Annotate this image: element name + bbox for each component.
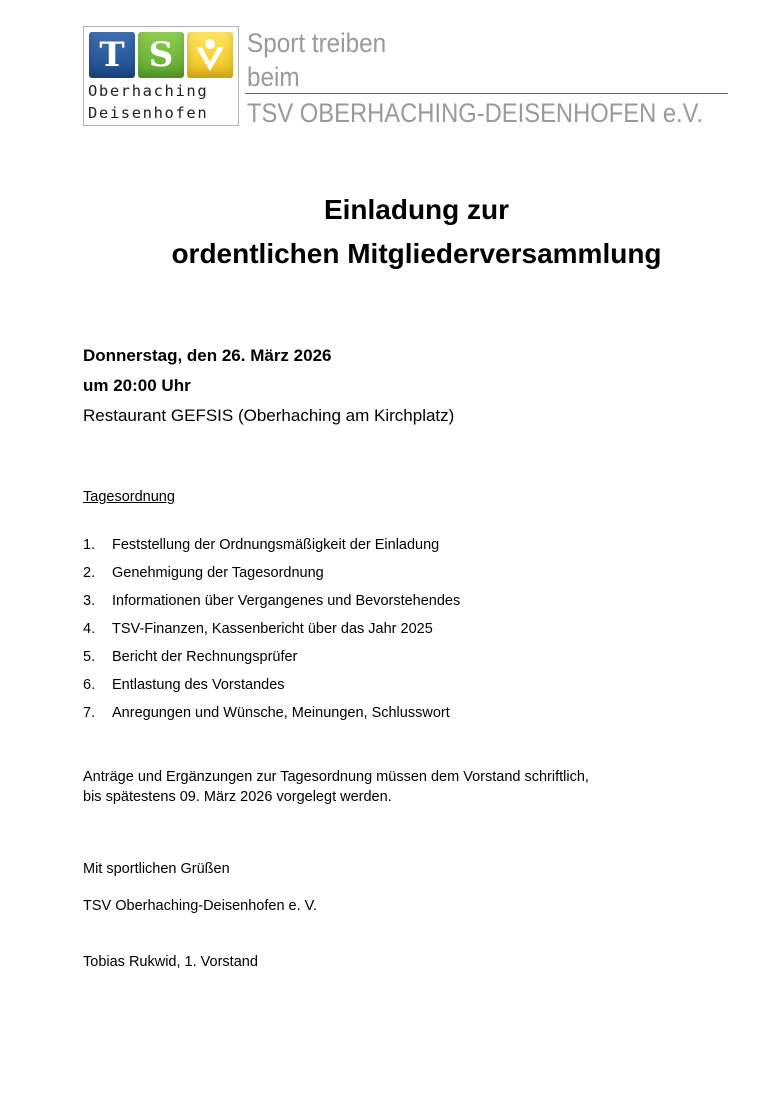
agenda-item — [83, 676, 460, 704]
club-name: TSV Oberhaching-Deisenhofen e. V. — [83, 898, 318, 914]
agenda-item-number: 2. — [83, 565, 96, 581]
agenda-item-text: Anregungen und Wünsche, Meinungen, Schlusswort — [112, 705, 450, 721]
agenda-item-text: Informationen über Vergangenes und Bevorstehendes — [112, 593, 461, 609]
agenda-item — [83, 704, 460, 732]
agenda-item-text: Feststellung der Ordnungsmäßigkeit der Einladung — [112, 537, 440, 553]
submission-note-line-2: bis spätestens 09. März 2026 vorgelegt werden. — [83, 789, 392, 805]
agenda-item — [83, 592, 460, 620]
meeting-time: um 20:00 Uhr — [83, 376, 191, 395]
club-logo — [83, 26, 239, 126]
agenda-heading: Tagesordnung — [83, 489, 175, 505]
logo-text-deisenhofen: Deisenhofen — [88, 104, 209, 122]
submission-note-line-1: Anträge und Ergänzungen zur Tagesordnung müssen dem Vorstand schriftlich, — [83, 769, 589, 785]
closing-greeting: Mit sportlichen Grüßen — [83, 861, 230, 877]
agenda-item-number: 5. — [83, 649, 96, 665]
agenda-item — [83, 648, 460, 676]
agenda-item — [83, 536, 460, 564]
agenda-list — [83, 536, 460, 732]
agenda-item-number: 7. — [83, 705, 96, 721]
agenda-item-number: 1. — [83, 537, 96, 553]
agenda-item-text: TSV-Finanzen, Kassenbericht über das Jahr 2025 — [112, 621, 433, 637]
logo-tile-y — [187, 32, 233, 78]
logo-text-oberhaching: Oberhaching — [88, 82, 209, 100]
slogan-line-1: Sport treiben — [247, 28, 387, 58]
agenda-item — [83, 564, 460, 592]
meeting-location: Restaurant GEFSIS (Oberhaching am Kirchplatz) — [83, 406, 455, 425]
logo-tile-t: T — [89, 32, 135, 78]
agenda-item-number: 4. — [83, 621, 96, 637]
agenda-item-text: Bericht der Rechnungsprüfer — [112, 649, 298, 665]
signature: Tobias Rukwid, 1. Vorstand — [83, 954, 258, 970]
document-title-line-1: Einladung zur — [323, 194, 510, 225]
agenda-item-text: Entlastung des Vorstandes — [112, 677, 285, 693]
logo-tiles — [89, 32, 233, 78]
agenda-item-number: 6. — [83, 677, 96, 693]
agenda-item-text: Genehmigung der Tagesordnung — [112, 565, 324, 581]
person-figure-icon — [190, 35, 230, 75]
slogan-club-name: TSV OBERHACHING-DEISENHOFEN e.V. — [247, 98, 703, 128]
agenda-item — [83, 620, 460, 648]
logo-tile-s: S — [138, 32, 184, 78]
document-title-line-2: ordentlichen Mitgliederversammlung — [171, 238, 662, 269]
slogan-line-2: beim — [247, 62, 300, 92]
meeting-date: Donnerstag, den 26. März 2026 — [83, 346, 332, 365]
header-divider — [245, 93, 728, 94]
agenda-item-number: 3. — [83, 593, 96, 609]
